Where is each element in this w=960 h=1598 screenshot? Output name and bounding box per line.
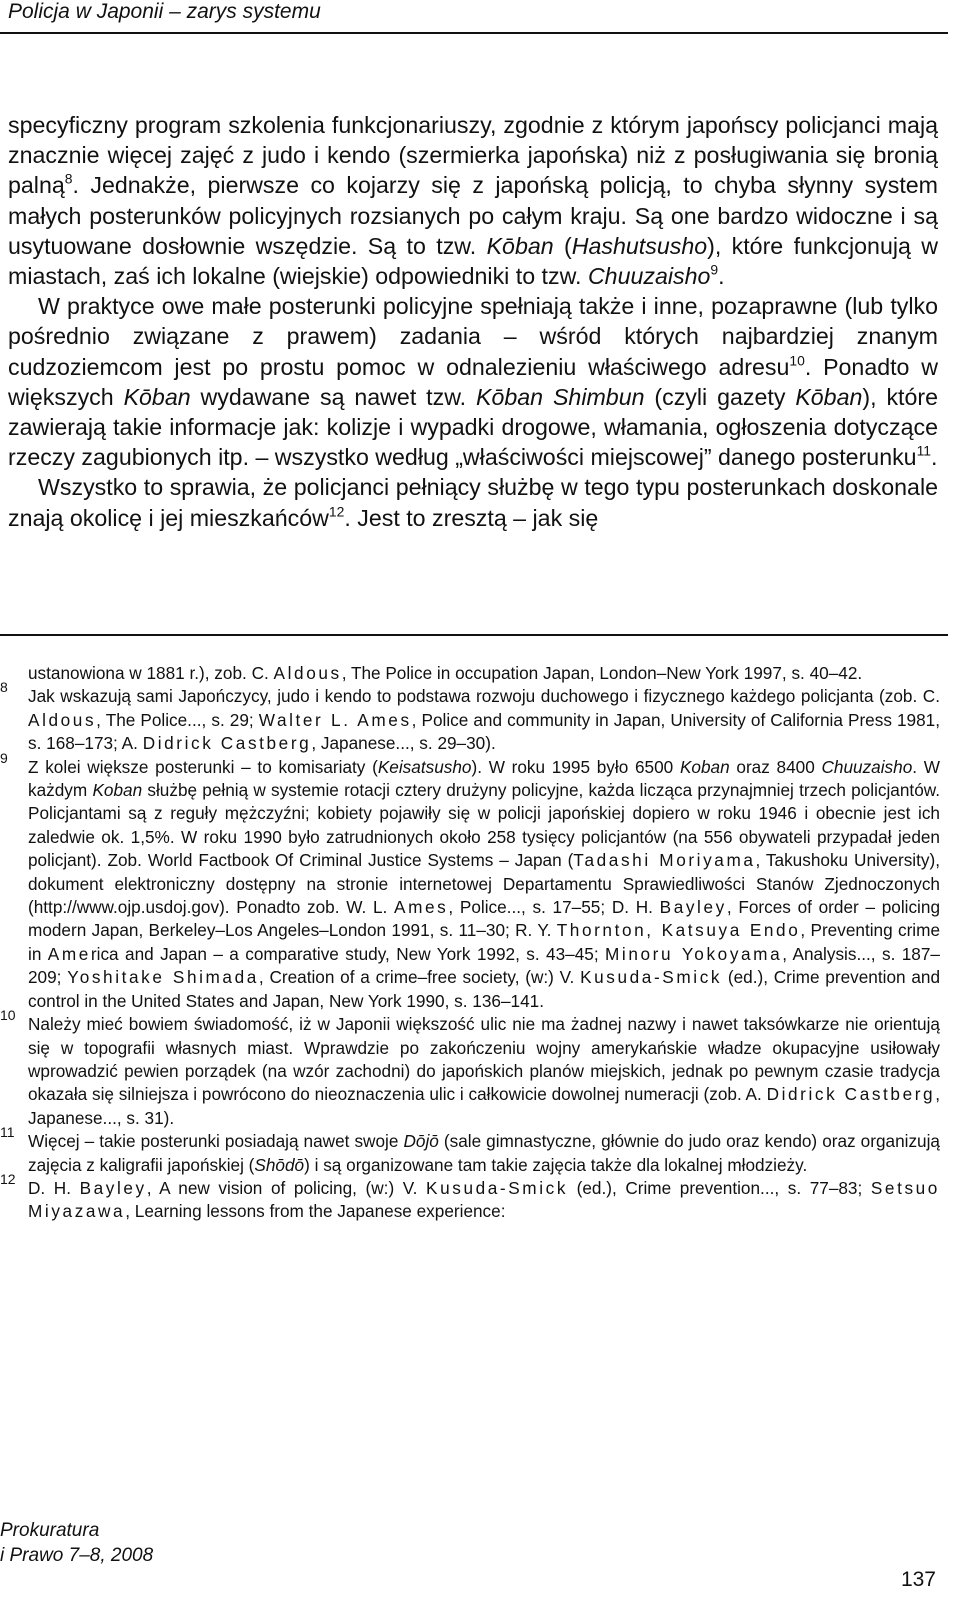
journal-name: Prokuratura (0, 1520, 100, 1541)
footnote-12: 12 D. H. Bayley, A new vision of policing, (w:) V. Kusuda-Smick (ed.), Crime prevention..., s. 77–83; Setsuo Miyazawa, Learning lessons from the Japanese experience: (0, 1177, 940, 1224)
footnote-ref[interactable]: 9 (710, 261, 719, 278)
footnote-number: 12 (0, 1170, 16, 1187)
footnote-9: 9 Z kolei większe posterunki – to komisariaty (Keisatsusho). W roku 1995 było 6500 Koban oraz 8400 Chuuzaisho. W każdym Koban służbę pełnią w systemie rotacji cztery drużyny policyjne, każda licząca przynajmniej trzech policjantów. Policjantami są z reguły mężczyźni; kobiety pojawiły się w policji japońskiej dopiero w roku 1946 i obecnie jest ich zaledwie ok. 1,5%. W roku 1990 było zatrudnionych około 258 tysięcy policjantów (na 556 obywateli przypadał jeden policjant). Zob. World Factbook Of Criminal Justice Systems – Japan (Tadashi Moriyama, Takushoku University), dokument elektroniczny dostępny na stronie internetowej Departamentu Sprawiedliwości Stanów Zjednoczonych (http://www.ojp.usdoj.gov). Ponadto zob. W. L. Ames, Police..., s. 17–55; D. H. Bayley, Forces of order – policing modern Japan, Berkeley–Los Angeles–London 1991, s. 11–30; R. Y. Thornton, Katsuya Endo, Preventing crime in America and Japan – a comparative study, New York 1992, s. 43–45; Minoru Yokoyama, Analysis..., s. 187–209; Yoshitake Shimada, Creation of a crime–free society, (w:) V. Kusuda-Smick (ed.), Crime prevention and control in the United States and Japan, New York 1990, s. 136–141. (0, 756, 940, 1013)
page-number: 137 (900, 1568, 936, 1591)
footnotes (0, 662, 940, 1224)
footnote-number: 9 (0, 749, 8, 766)
footnote-11: 11 Więcej – takie posterunki posiadają nawet swoje Dōjō (sale gimnastyczne, głównie do judo oraz kendo) oraz organizują zajęcia z kaligrafii japońskiej (Shōdō) i są organizowane tam takie zajęcia także dla lokalnej młodzieży. (0, 1130, 940, 1177)
journal-issue: i Prawo 7–8, 2008 (0, 1545, 154, 1566)
footnote-number: 10 (0, 1007, 16, 1024)
footnote-10: 10 Należy mieć bowiem świadomość, iż w Japonii większość ulic nie ma żadnej nazwy i nawet taksówkarze nie orientują się w topografii własnych miast. Wprawdzie po zakończeniu wojny amerykańskie władze okupacyjne usiłowały wprowadzić pewien porządek (na wzór zachodni) do japońskich planów miejskich, jednak po pewnym czasie tradycja okazała się silniejsza i powrócono do nieoznaczenia ulic i całkowicie dowolnej numeracji (zob. A. Didrick Castberg, Japanese..., s. 31). (0, 1013, 940, 1130)
paragraph-2: W praktyce owe małe posterunki policyjne spełniają także i inne, pozaprawne (lub tylko pośrednio związane z prawem) zadania – wśród których najbardziej znanym cudzoziemcom jest po prostu pomoc w odnalezieniu właściwego adresu$^{10}$. Ponadto w większych Kōban wydawane są nawet tzw. Kōban Shimbun (czyli gazety Kōban), które zawierają takie informacje jak: kolizje i wypadki drogowe, włamania, ogłoszenia dotyczące rzeczy zagubionych itp. – wszystko według „właściwości miejscowej” danego posterunku$^{11}$. (8, 293, 938, 471)
footnote-rule (0, 634, 948, 636)
main-text (8, 110, 938, 533)
journal-footer (0, 1518, 153, 1568)
footnote-ref[interactable]: 11 (916, 442, 932, 459)
footnote-number: 8 (0, 679, 8, 696)
running-header: Policja w Japonii – zarys systemu (8, 0, 321, 23)
paragraph-3: Wszystko to sprawia, że policjanci pełniący służbę w tego typu posterunkach doskonale znają okolicę i jej mieszkańców$^{12}$. Jest to zresztą – jak się (8, 474, 938, 531)
footnote-ref[interactable]: 12 (328, 502, 345, 519)
paragraph-1: specyficzny program szkolenia funkcjonariuszy, zgodnie z którym japońscy policjanci mają znacznie więcej zajęć z judo i kendo (szermierka japońska) niż z posługiwania się bronią palną$^8$. Jednakże, pierwsze co kojarzy się z japońską policją, to chyba słynny system małych posterunków policyjnych rozsianych po całym kraju. Są one bardzo widoczne i są usytuowane dosłownie wszędzie. Są to tzw. Kōban (Hashutsusho), które funkcjonują w miastach, zaś ich lokalne (wiejskie) odpowiedniki to tzw. Chuuzaisho$^9$. (8, 112, 939, 290)
footnote-ref[interactable]: 10 (789, 351, 805, 368)
footnote-ref[interactable]: 8 (64, 170, 73, 187)
footnote-number: 11 (0, 1124, 15, 1141)
footnote-8: 8 Jak wskazują sami Japończycy, judo i kendo to podstawa rozwoju duchowego i fizycznego każdego policjanta (zob. C. Aldous, The Police..., s. 29; Walter L. Ames, Police and community in Japan, University of California Press 1981, s. 168–173; A. Didrick Castberg, Japanese..., s. 29–30). (0, 685, 940, 755)
header-rule (0, 32, 948, 34)
footnote-continuation: ustanowiona w 1881 r.), zob. C. Aldous, The Police in occupation Japan, London–New York 1997, s. 40–42. (28, 663, 863, 683)
